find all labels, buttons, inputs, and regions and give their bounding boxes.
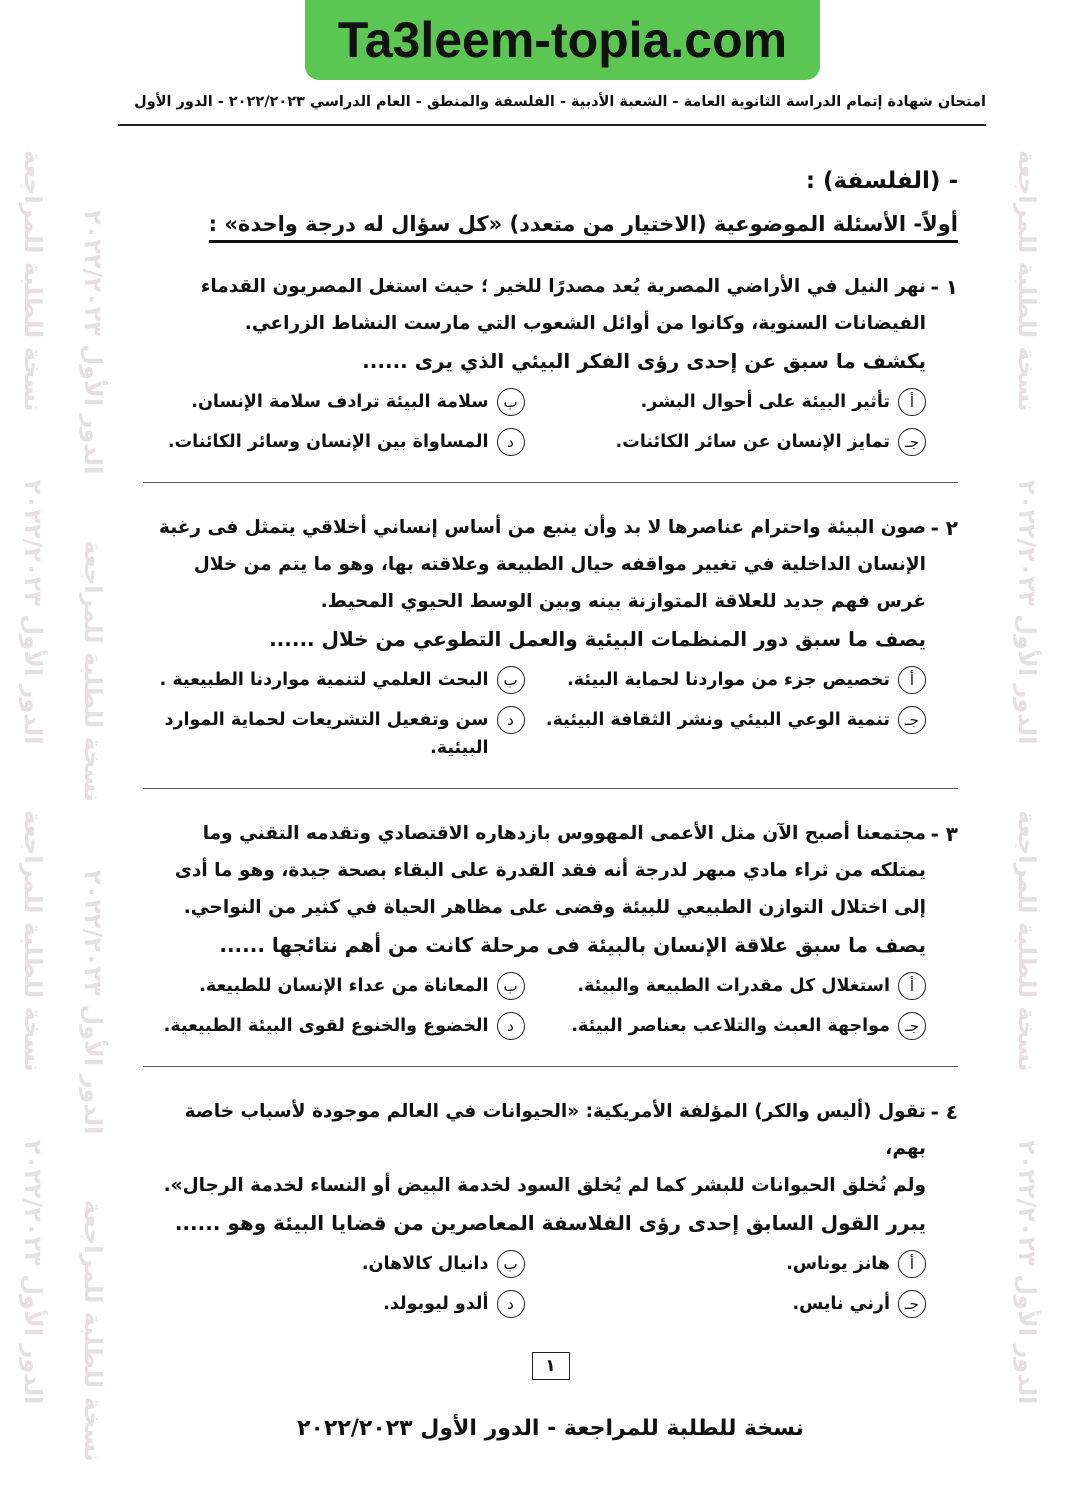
option-4[interactable] — [143, 1290, 525, 1318]
question-text-line: يمتلكه من ثراء مادي مبهر لدرجة أنه فقد القدرة على البقاء بصحة جيدة، وهو ما أدى — [174, 860, 926, 881]
page-number: ١ — [532, 1352, 570, 1380]
option-4[interactable] — [143, 428, 525, 456]
option-2[interactable] — [143, 1250, 525, 1278]
question-divider — [143, 788, 958, 789]
question-text-line: غرس فهم جديد للعلاقة المتوازنة بينه وبين الوسط الحيوي المحيط. — [320, 591, 926, 612]
option-letter-circle: د — [497, 1290, 525, 1318]
question-4 — [143, 1093, 958, 1318]
watermark-text: نسخة للطلبة للمراجعة — [79, 540, 107, 802]
question-number: ٣ - — [930, 822, 958, 846]
option-text: مواجهة العبث والتلاعب بعناصر البيئة. — [571, 1016, 890, 1036]
question-text-line: الإنسان الداخلية في تغيير مواقفه حيال الطبيعة وعلاقته بها، وهو ما يتم من خلال — [193, 554, 926, 575]
option-text: ألدو ليوبولد. — [383, 1294, 489, 1314]
question-prompt: يكشف ما سبق عن إحدى رؤى الفكر البيئي الذي يرى ...... — [362, 349, 926, 373]
options-grid — [143, 388, 926, 456]
option-text: البحث العلمي لتنمية مواردنا الطبيعية . — [159, 670, 489, 690]
question-number: ١ - — [930, 275, 958, 299]
option-text: تأثير البيئة على أحوال البشر. — [640, 392, 890, 412]
watermark-text: نسخة للطلبة للمراجعة — [19, 150, 47, 412]
option-2[interactable] — [143, 388, 525, 416]
option-1[interactable] — [545, 666, 927, 694]
watermark-text: الدور الأول ٢٠٢٢/٢٠٢٣ — [1013, 480, 1041, 745]
option-3[interactable] — [545, 1290, 927, 1318]
option-1[interactable] — [545, 972, 927, 1000]
watermark-text: الدور الأول ٢٠٢٢/٢٠٢٣ — [1013, 1140, 1041, 1405]
watermark-text: نسخة للطلبة للمراجعة — [1013, 150, 1041, 412]
question-text-line: صون البيئة واحترام عناصرها لا بد وأن ينبع من أساس إنساني أخلاقي يتمثل فى رغبة — [159, 517, 926, 538]
option-2[interactable] — [143, 972, 525, 1000]
question-number: ٤ - — [930, 1100, 958, 1124]
option-letter-circle: د — [497, 706, 525, 734]
option-text: تنمية الوعي البيئي ونشر الثقافة البيئية. — [545, 710, 890, 730]
option-text: دانيال كالاهان. — [361, 1254, 489, 1274]
question-1 — [143, 268, 958, 456]
watermark-text: الدور الأول ٢٠٢٢/٢٠٢٣ — [79, 210, 107, 475]
exam-body — [143, 268, 958, 1444]
logo-text: Ta3leem-topia.com — [337, 12, 788, 68]
question-text-line: ولم تُخلق الحيوانات للبشر كما لم يُخلق السود لخدمة البيض أو النساء لخدمة الرجال». — [163, 1175, 926, 1196]
option-4[interactable] — [143, 706, 525, 762]
question-divider — [143, 482, 958, 483]
option-text: هانز يوناس. — [786, 1254, 890, 1274]
option-letter-circle: ب — [497, 972, 525, 1000]
question-prompt: يبرر القول السابق إحدى رؤى الفلاسفة المعاصرين من قضايا البيئة وهو ...... — [174, 1211, 926, 1235]
question-3 — [143, 815, 958, 1040]
watermark-text: نسخة للطلبة للمراجعة — [79, 1200, 107, 1462]
option-text: سلامة البيئة ترادف سلامة الإنسان. — [191, 392, 489, 412]
options-grid — [143, 1250, 926, 1318]
question-2 — [143, 509, 958, 762]
options-grid — [143, 666, 926, 762]
question-text-line: مجتمعنا أصبح الآن مثل الأعمى المهووس بازدهاره الاقتصادي وتقدمه التقني وما — [202, 823, 926, 844]
watermark-text: الدور الأول ٢٠٢٢/٢٠٢٣ — [79, 870, 107, 1135]
option-text: أرني نايس. — [792, 1294, 890, 1314]
watermark-text: الدور الأول ٢٠٢٢/٢٠٢٣ — [19, 480, 47, 745]
option-text: المساواة بين الإنسان وسائر الكائنات. — [167, 432, 489, 452]
option-text: تمايز الإنسان عن سائر الكائنات. — [615, 432, 890, 452]
question-text-line: تقول (أليس والكر) المؤلفة الأمريكية: «الحيوانات في العالم موجودة لأسباب خاصة بهم، — [184, 1101, 926, 1159]
exam-header: امتحان شهادة إتمام الدراسة الثانوية العامة - الشعبة الأدبية - الفلسفة والمنطق - العام الدراسي ٢٠٢٢/٢٠٢٣ - الدور الأول — [134, 94, 986, 110]
option-2[interactable] — [143, 666, 525, 694]
option-1[interactable] — [545, 388, 927, 416]
option-letter-circle: جـ — [898, 706, 926, 734]
option-text: الخضوع والخنوع لقوى البيئة الطبيعية. — [163, 1016, 489, 1036]
question-number: ٢ - — [930, 516, 958, 540]
question-text-line: الفيضانات السنوية، وكانوا من أوائل الشعوب التي مارست النشاط الزراعي. — [244, 313, 926, 334]
option-1[interactable] — [545, 1250, 927, 1278]
option-3[interactable] — [545, 428, 927, 456]
section-title: - (الفلسفة) : — [805, 168, 958, 194]
watermark-text: نسخة للطلبة للمراجعة — [1013, 810, 1041, 1072]
question-text-line: إلى اختلال التوازن الطبيعي للبيئة وقضى على مظاهر الحياة في كثير من النواحي. — [183, 897, 926, 918]
option-text: تخصيص جزء من مواردنا لحماية البيئة. — [567, 670, 890, 690]
option-text: المعاناة من عداء الإنسان للطبيعة. — [199, 976, 489, 996]
site-logo — [305, 0, 820, 80]
watermark-text: الدور الأول ٢٠٢٢/٢٠٢٣ — [19, 1140, 47, 1405]
watermark-text: نسخة للطلبة للمراجعة — [19, 810, 47, 1072]
options-grid — [143, 972, 926, 1040]
option-letter-circle: جـ — [898, 1012, 926, 1040]
option-3[interactable] — [545, 1012, 927, 1040]
option-letter-circle: أ — [898, 666, 926, 694]
option-letter-circle: أ — [898, 388, 926, 416]
option-text: استغلال كل مقدرات الطبيعة والبيئة. — [577, 976, 890, 996]
header-divider — [118, 124, 986, 126]
question-text-line: نهر النيل في الأراضي المصرية يُعد مصدرًا للخير ؛ حيث استغل المصريون القدماء — [200, 276, 926, 297]
option-letter-circle: جـ — [898, 428, 926, 456]
section-subtitle: أولاً- الأسئلة الموضوعية (الاختيار من متعدد) «كل سؤال له درجة واحدة» : — [209, 210, 958, 243]
option-letter-circle: ب — [497, 388, 525, 416]
option-4[interactable] — [143, 1012, 525, 1040]
question-prompt: يصف ما سبق علاقة الإنسان بالبيئة فى مرحلة كانت من أهم نتائجها ...... — [219, 933, 926, 957]
option-letter-circle: د — [497, 1012, 525, 1040]
option-3[interactable] — [545, 706, 927, 762]
option-text: سن وتفعيل التشريعات لحماية الموارد البيئية. — [164, 710, 489, 758]
option-letter-circle: ب — [497, 666, 525, 694]
option-letter-circle: أ — [898, 972, 926, 1000]
option-letter-circle: جـ — [898, 1290, 926, 1318]
question-divider — [143, 1066, 958, 1067]
option-letter-circle: أ — [898, 1250, 926, 1278]
question-prompt: يصف ما سبق دور المنظمات البيئية والعمل التطوعي من خلال ...... — [269, 627, 926, 651]
footer: نسخة للطلبة للمراجعة - الدور الأول ٢٠٢٢/٢٠٢٣ — [297, 1416, 804, 1441]
option-letter-circle: ب — [497, 1250, 525, 1278]
option-letter-circle: د — [497, 428, 525, 456]
